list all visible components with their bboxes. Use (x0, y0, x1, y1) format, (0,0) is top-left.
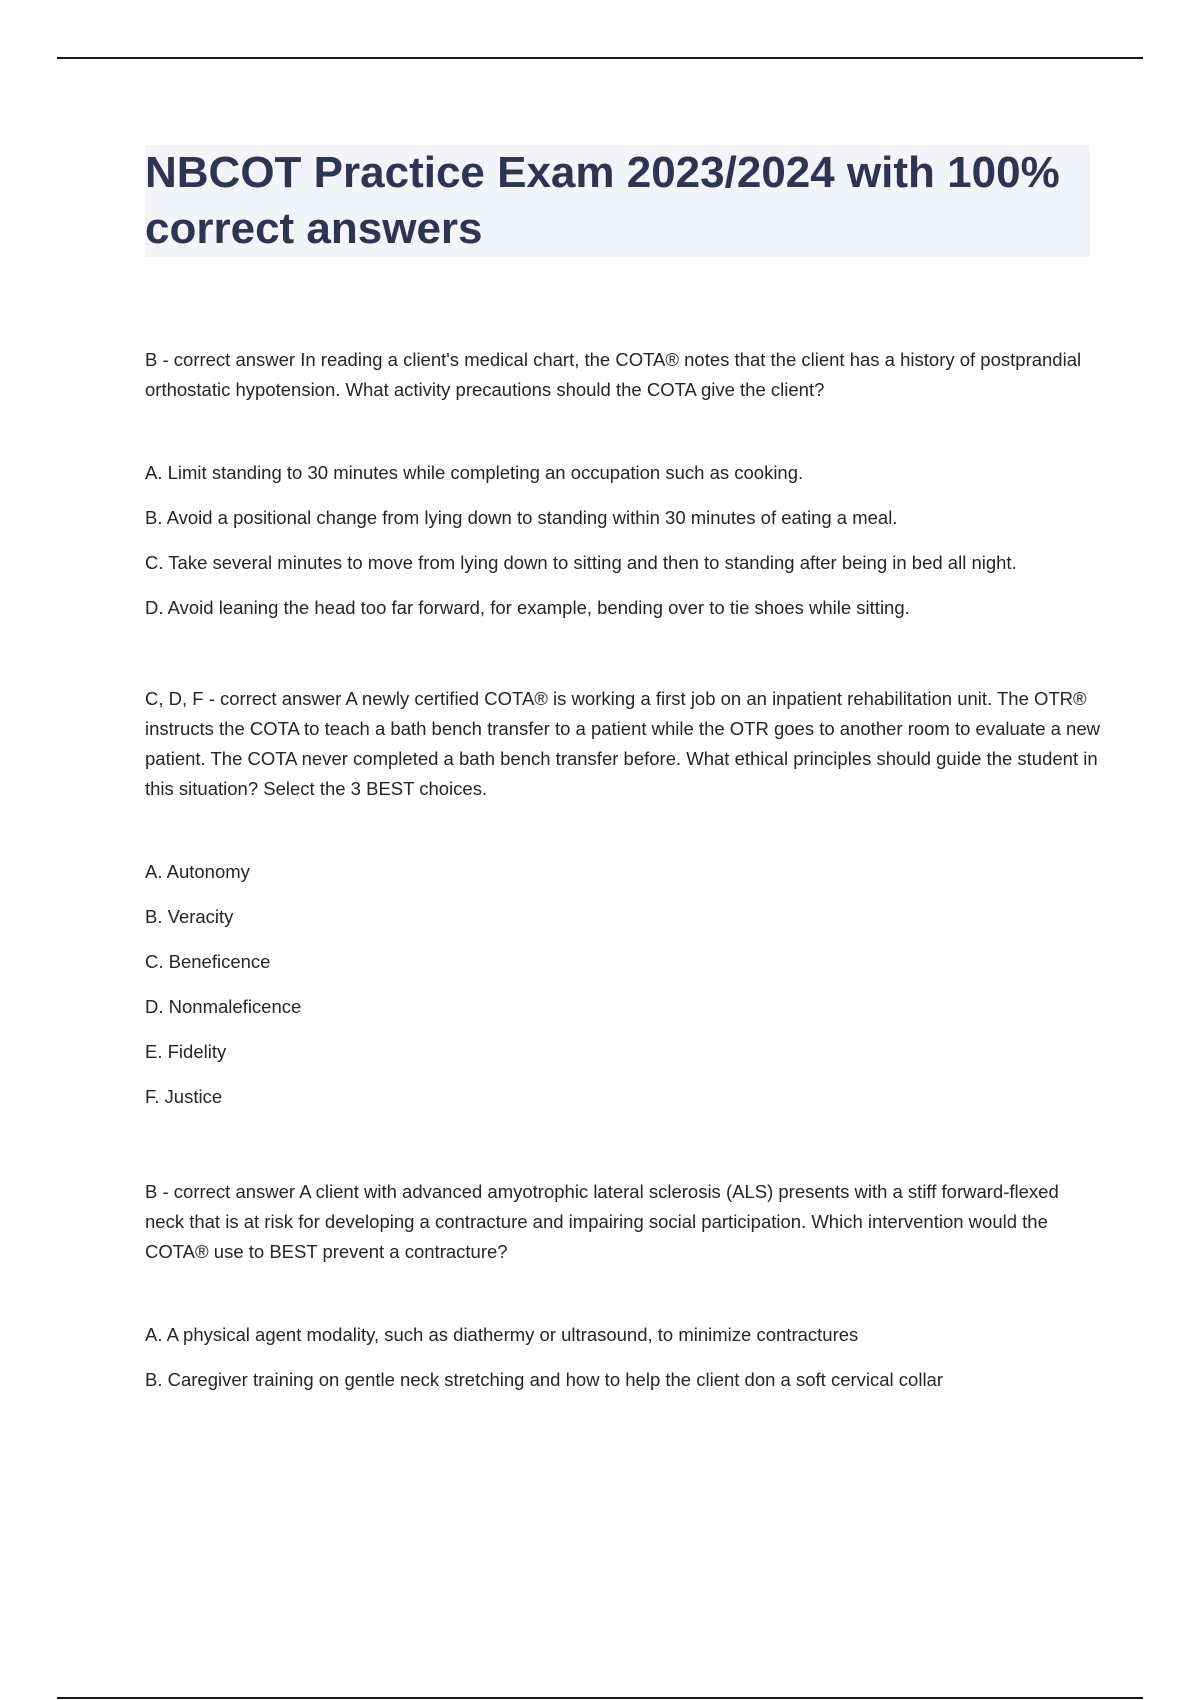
question-block (145, 1177, 1100, 1394)
answer-option: A. Limit standing to 30 minutes while completing an occupation such as cooking. (145, 462, 804, 483)
answer-option: E. Fidelity (145, 1041, 227, 1062)
answer-option: F. Justice (145, 1086, 223, 1107)
spacer (145, 1111, 1100, 1177)
question-text: B - correct answer A client with advanced amyotrophic lateral sclerosis (ALS) presents with a stiff forward-flexed neck that is at risk for developing a contracture and impairing social participation. Which intervention would the COTA® use to BEST prevent a contracture? (145, 1181, 1059, 1262)
answer-option: B. Caregiver training on gentle neck stretching and how to help the client don a soft cervical collar (145, 1369, 944, 1390)
question-text: C, D, F - correct answer A newly certified COTA® is working a first job on an inpatient rehabilitation unit. The OTR® instructs the COTA to teach a bath bench transfer to a patient while the OTR goes to another room to evaluate a new patient. The COTA never completed a bath bench transfer before. What ethical principles should guide the student in this situation? Select the 3 BEST choices. (145, 688, 1100, 799)
answer-options (145, 1321, 1100, 1394)
question-block (145, 684, 1100, 1111)
answer-option: A. A physical agent modality, such as diathermy or ultrasound, to minimize contractures (145, 1324, 859, 1345)
header-rule (57, 57, 1143, 59)
answer-option: C. Beneficence (145, 951, 271, 972)
answer-option: B. Avoid a positional change from lying down to standing within 30 minutes of eating a meal. (145, 507, 898, 528)
answer-option: B. Veracity (145, 906, 234, 927)
document-title: NBCOT Practice Exam 2023/2024 with 100% correct answers (145, 148, 1060, 253)
title-banner (145, 145, 1090, 257)
question-text: B - correct answer In reading a client's medical chart, the COTA® notes that the client has a history of postprandial orthostatic hypotension. What activity precautions should the COTA give the client? (145, 349, 1082, 400)
spacer (145, 622, 1100, 684)
answer-option: D. Avoid leaning the head too far forward, for example, bending over to tie shoes while sitting. (145, 597, 910, 618)
footer-rule (57, 1697, 1143, 1699)
answer-options (145, 459, 1100, 622)
answer-option: A. Autonomy (145, 861, 250, 882)
answer-options (145, 858, 1100, 1111)
question-block (145, 345, 1100, 622)
document-body (145, 345, 1100, 1394)
answer-option: D. Nonmaleficence (145, 996, 302, 1017)
answer-option: C. Take several minutes to move from lying down to sitting and then to standing after being in bed all night. (145, 552, 1017, 573)
